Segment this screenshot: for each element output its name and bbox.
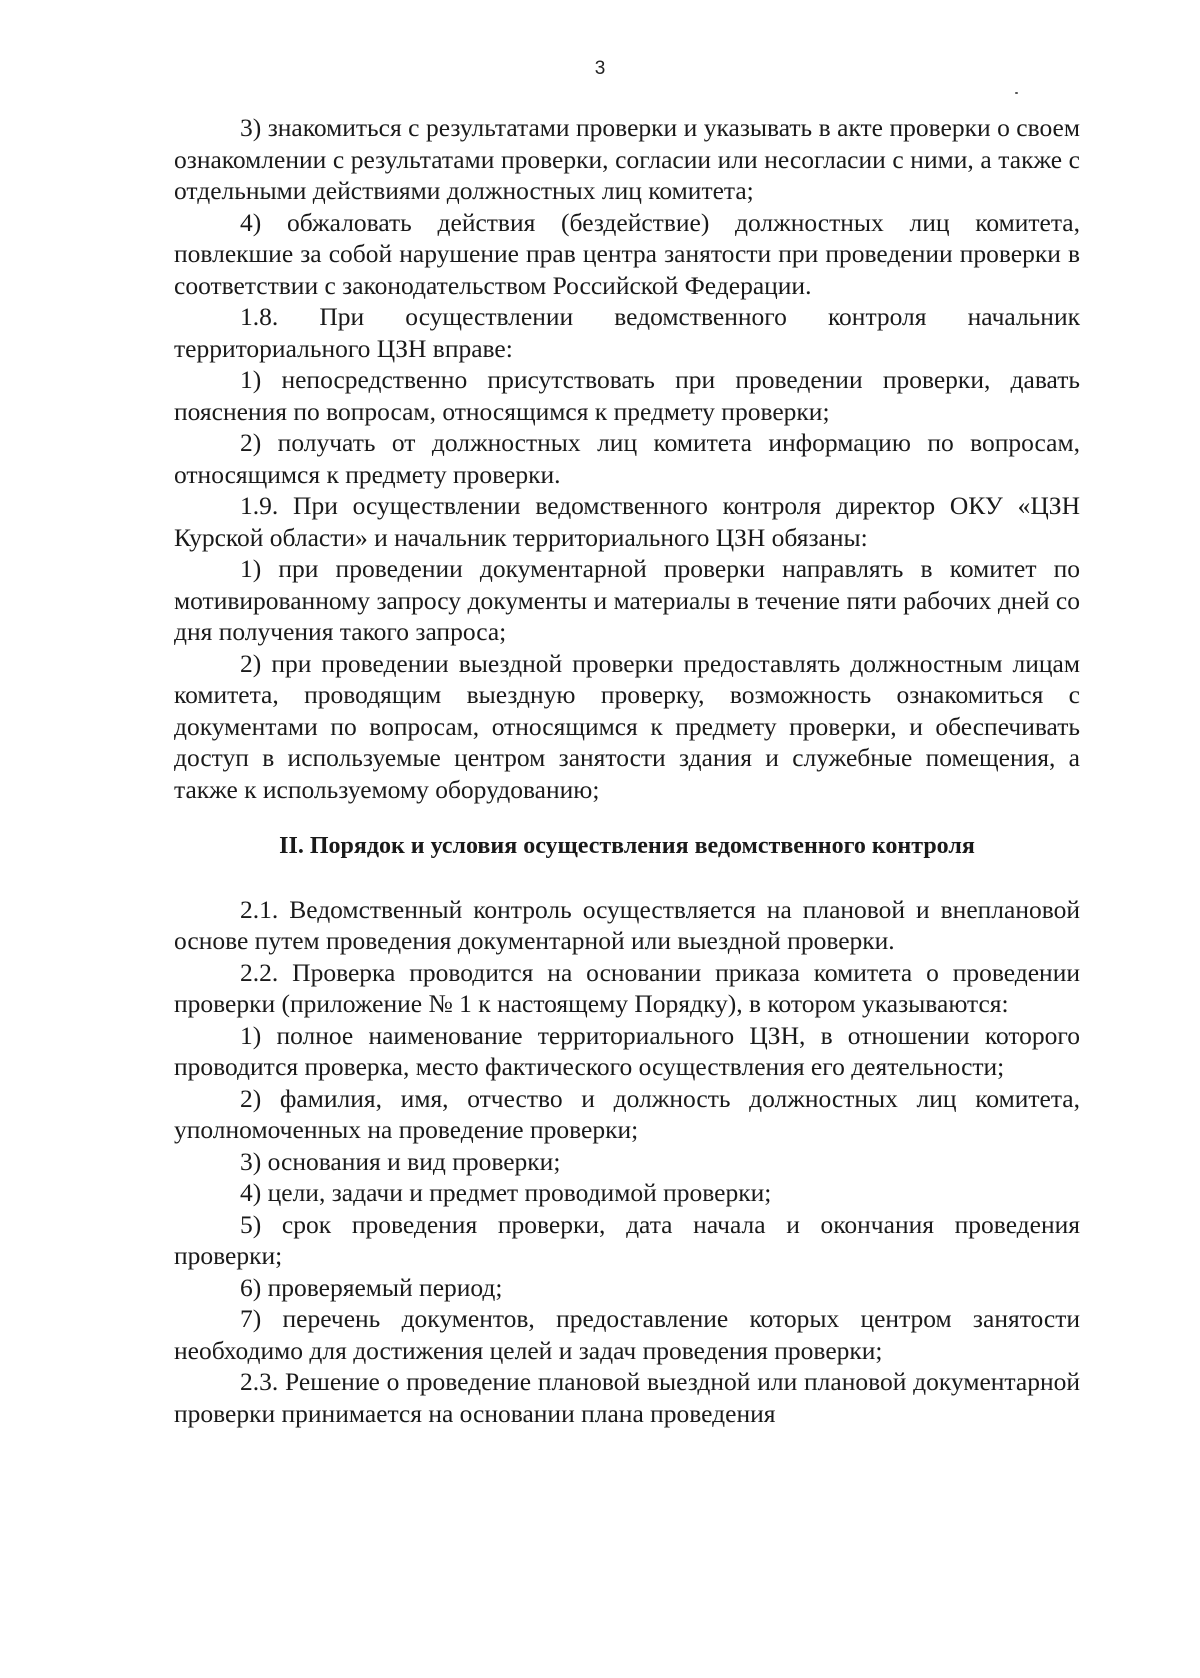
scan-speck: [1015, 92, 1018, 94]
paragraph-2-2-item-1: 1) полное наименование территориального ЦЗН, в отношении которого проводится проверка, место фактического осуществления его деятельности;: [174, 1020, 1080, 1081]
paragraph-2-1: 2.1. Ведомственный контроль осуществляется на плановой и внеплановой основе путем проведения документарной или выездной проверки.: [174, 894, 1080, 955]
paragraph-rights-4: 4) обжаловать действия (бездействие) должностных лиц комитета, повлекшие за собой нарушение прав центра занятости при проведении проверки в соответствии с законодательством Российской Федерации.: [174, 207, 1080, 300]
paragraph-rights-3: 3) знакомиться с результатами проверки и указывать в акте проверки о своем ознакомлении с результатами проверки, согласии или несогласии с ними, а также с отдельными действиями должностных лиц комитета;: [174, 113, 1080, 205]
document-body: [174, 112, 1080, 1429]
paragraph-1-8-item-2: 2) получать от должностных лиц комитета информацию по вопросам, относящимся к предмету проверки.: [174, 428, 1080, 489]
section-heading: II. Порядок и условия осуществления ведомственного контроля: [279, 833, 975, 859]
paragraph-1-9-item-2: 2) при проведении выездной проверки предоставлять должностным лицам комитета, проводящим выездную проверку, возможность ознакомиться с документами по вопросам, относящимся к предмету проверки, и обеспечивать доступ в используемые центром занятости здания и служебные помещения, а также к используемому оборудованию;: [174, 648, 1080, 804]
paragraph-2-2-item-3: 3) основания и вид проверки;: [240, 1146, 561, 1176]
paragraph-2-2-item-4: 4) цели, задачи и предмет проводимой проверки;: [240, 1178, 772, 1207]
paragraph-2-2: 2.2. Проверка проводится на основании приказа комитета о проведении проверки (приложение № 1 к настоящему Порядку), в котором указываются:: [174, 957, 1080, 1018]
paragraph-1-8: 1.8. При осуществлении ведомственного контроля начальник территориального ЦЗН вправе:: [174, 302, 1080, 363]
paragraph-2-3: 2.3. Решение о проведение плановой выездной или плановой документарной проверки принимается на основании плана проведения: [174, 1367, 1080, 1428]
paragraph-1-9: 1.9. При осуществлении ведомственного контроля директор ОКУ «ЦЗН Курской области» и начальник территориального ЦЗН обязаны:: [174, 491, 1080, 552]
paragraph-1-8-item-1: 1) непосредственно присутствовать при проведении проверки, давать пояснения по вопросам, относящимся к предмету проверки;: [174, 365, 1080, 426]
paragraph-2-2-item-5: 5) срок проведения проверки, дата начала и окончания проведения проверки;: [174, 1209, 1080, 1270]
paragraph-1-9-item-1: 1) при проведении документарной проверки направлять в комитет по мотивированному запросу документы и материалы в течение пяти рабочих дней со дня получения такого запроса;: [174, 554, 1080, 646]
page-number: 3: [594, 58, 606, 79]
paragraph-2-2-item-2: 2) фамилия, имя, отчество и должность должностных лиц комитета, уполномоченных на проведение проверки;: [174, 1083, 1080, 1144]
paragraph-2-2-item-6: 6) проверяемый период;: [240, 1272, 503, 1302]
paragraph-2-2-item-7: 7) перечень документов, предоставление которых центром занятости необходимо для достижения целей и задач проведения проверки;: [174, 1304, 1080, 1365]
